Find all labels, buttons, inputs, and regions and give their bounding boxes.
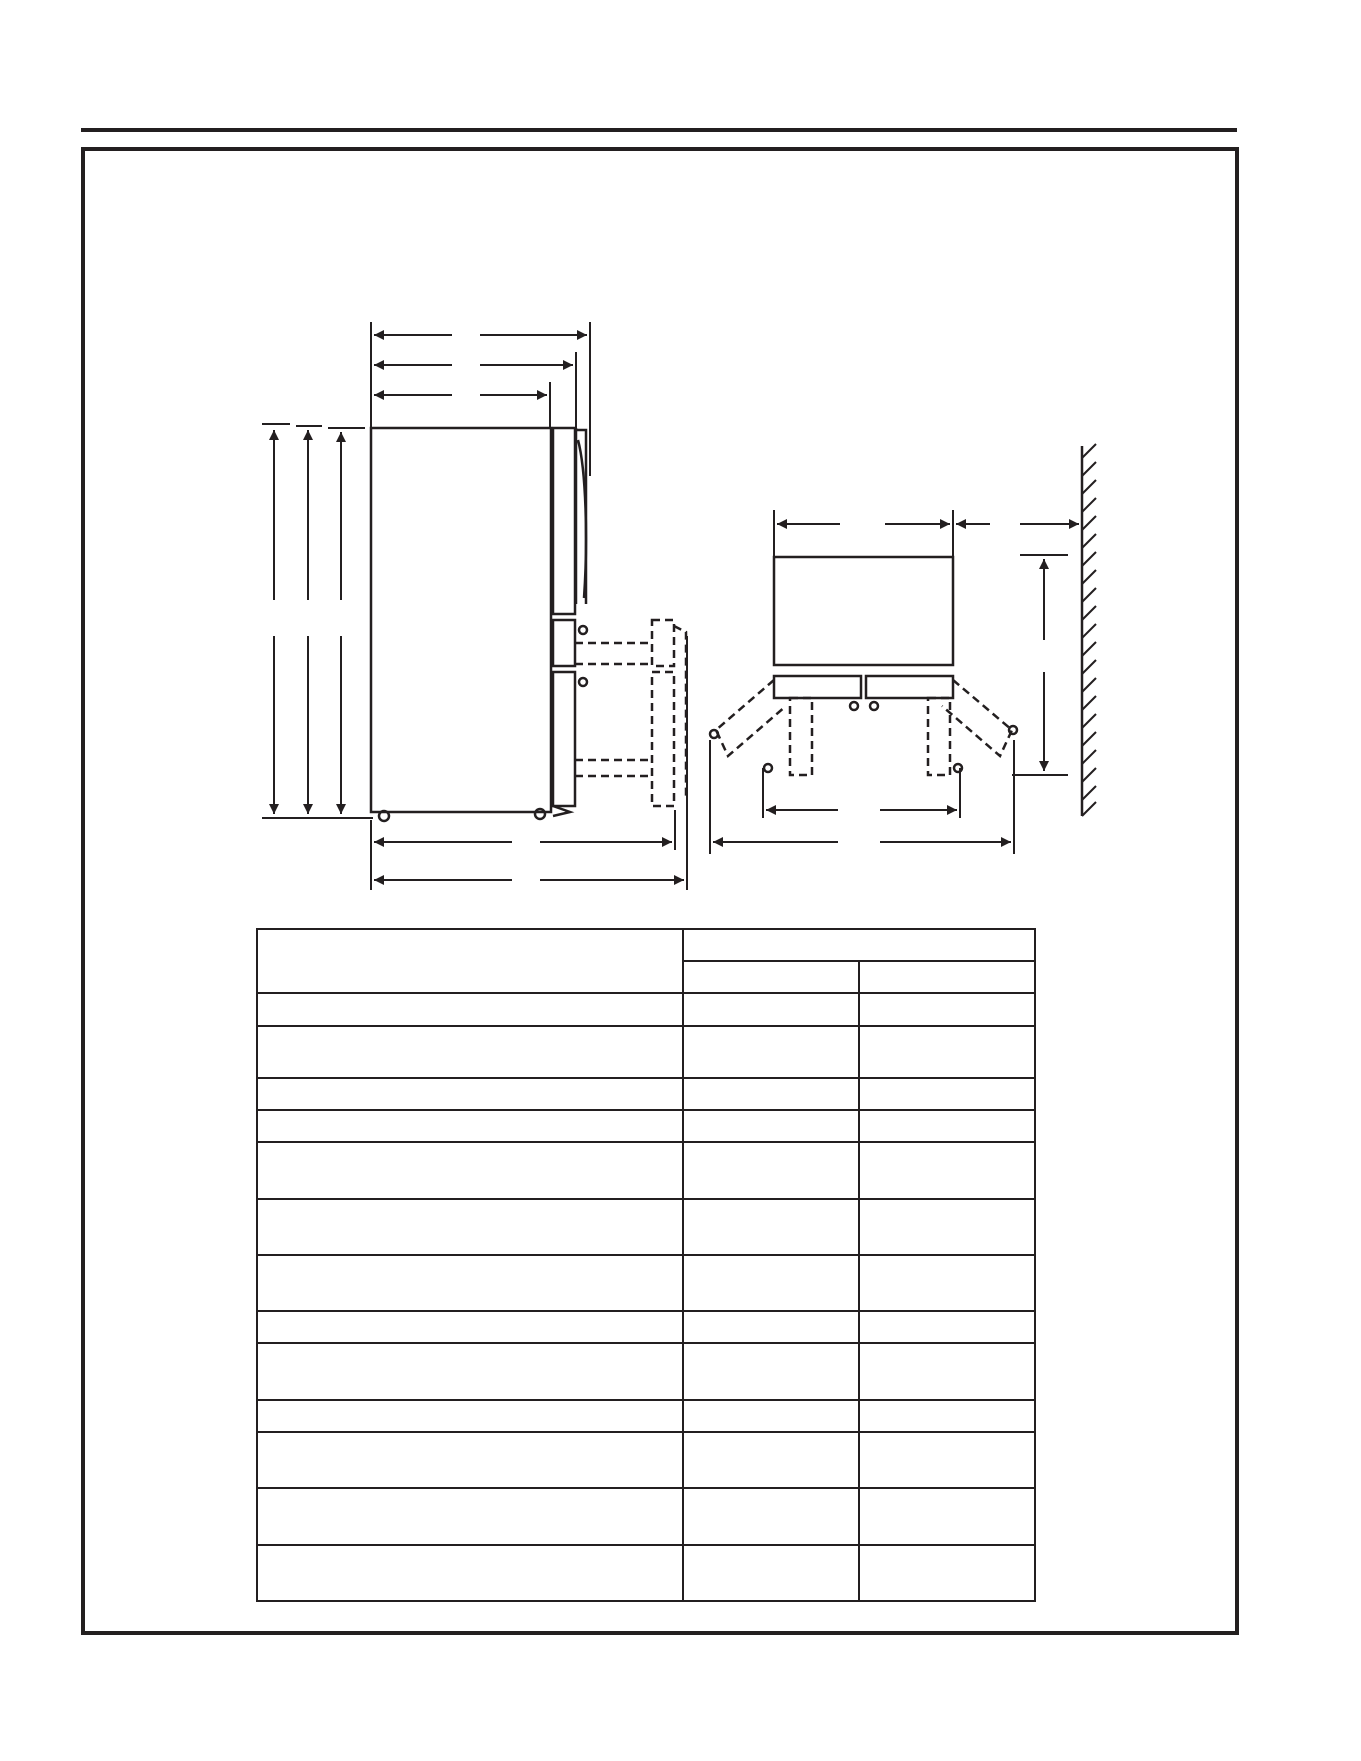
top-door-right [866,676,953,698]
table-row [257,1432,1035,1488]
table-row [257,1142,1035,1198]
side-cabinet [371,428,551,812]
table-row [257,1078,1035,1110]
top-view [710,444,1096,854]
top-view-dimensions [710,510,1079,854]
table-row [257,1400,1035,1432]
side-view [262,322,687,890]
dimension-table [256,928,1036,1602]
top-cabinet [774,557,953,665]
table-header-group [683,929,1035,961]
table-row [257,1545,1035,1601]
table-subheader-1 [683,961,859,993]
side-door [553,428,575,614]
top-door-left [774,676,861,698]
table-row [257,1311,1035,1343]
table-row [257,1110,1035,1142]
side-foot-back [535,809,545,819]
side-drawers-extended [575,620,686,806]
side-drawer-2 [553,672,575,806]
table-row [257,1199,1035,1255]
side-drawer-1 [553,620,575,666]
height-dimensions [262,424,373,818]
table-header-row [257,929,1035,961]
table-row [257,1488,1035,1544]
table-row [257,1026,1035,1078]
table-header-label [257,929,683,993]
table-row [257,993,1035,1025]
table-row [257,1255,1035,1311]
top-doors-open [716,680,1012,775]
depth-dimensions-bottom [371,636,687,890]
table-subheader-2 [859,961,1035,993]
side-door-handle [576,428,586,604]
depth-dimensions-top [371,322,590,476]
wall [1082,444,1096,816]
table-row [257,1343,1035,1399]
